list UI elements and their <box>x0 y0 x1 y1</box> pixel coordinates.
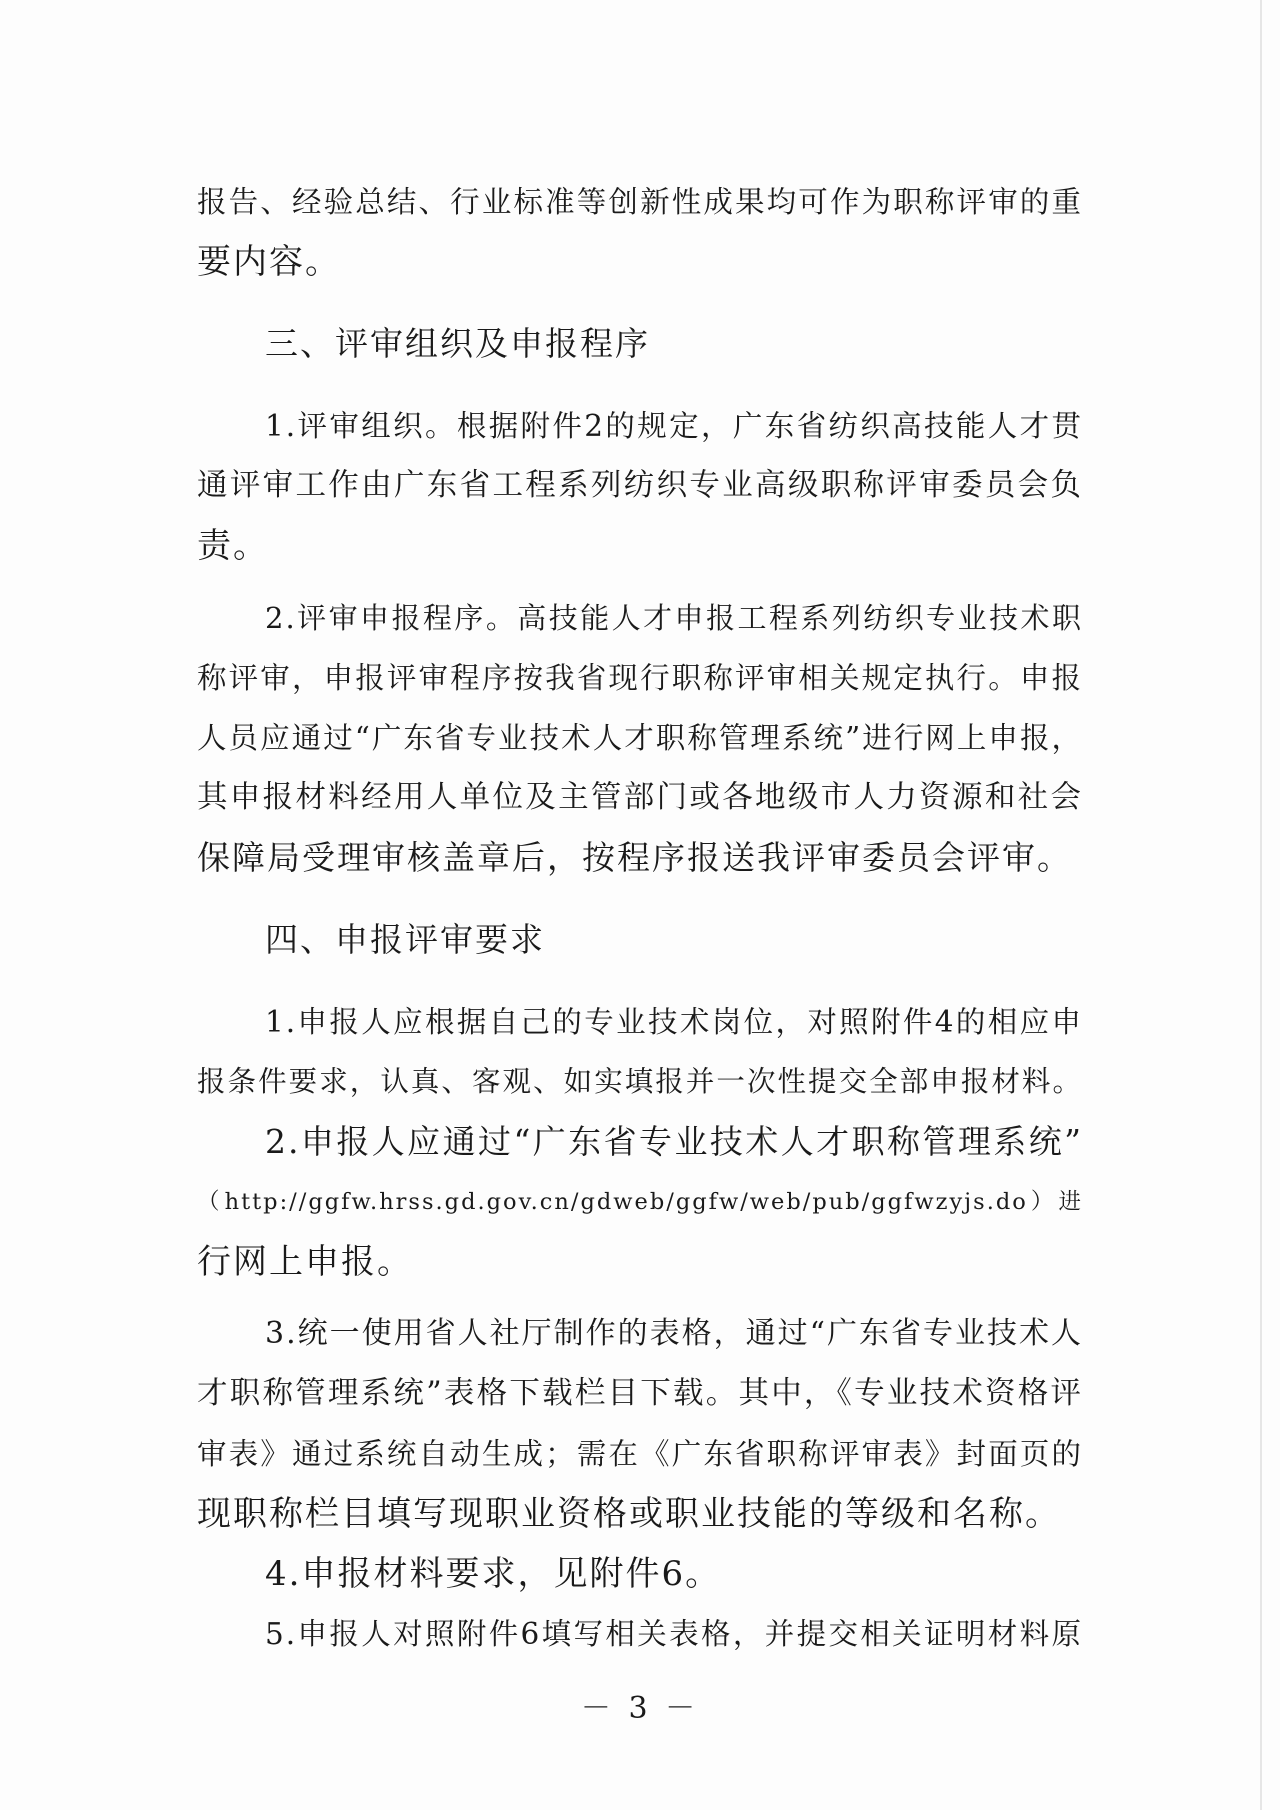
paragraph-requirement-5: 5.申报人对照附件6填写相关表格，并提交相关证明材料原 <box>265 1617 1083 1651</box>
section-heading-3: 三、评审组织及申报程序 <box>265 324 650 363</box>
text-line: 通评审工作由广东省工程系列纺织专业高级职称评审委员会负 <box>197 468 1083 503</box>
text-line: 2.评审申报程序。高技能人才申报工程系列纺织专业技术职 <box>265 601 1083 635</box>
text-line: 责。 <box>197 526 269 566</box>
page-number: － 3 － <box>580 1691 700 1726</box>
text-line: 1.申报人应根据自己的专业技术岗位，对照附件4的相应申 <box>265 1005 1083 1039</box>
paragraph-continuation <box>197 172 1083 292</box>
text-line: 其申报材料经用人单位及主管部门或各地级市人力资源和社会 <box>197 780 1083 815</box>
paragraph-requirement-4: 4.申报材料要求，见附件6。 <box>265 1554 722 1594</box>
text-line: 1.评审组织。根据附件2的规定，广东省纺织高技能人才贯 <box>265 409 1083 443</box>
text-line: 人员应通过“广东省专业技术人才职称管理系统”进行网上申报， <box>197 721 1083 755</box>
paragraph-requirement-3 <box>197 1304 1083 1544</box>
scan-edge-line <box>1260 0 1262 1810</box>
text-line: 称评审，申报评审程序按我省现行职称评审相关规定执行。申报 <box>197 661 1083 695</box>
text-line: 2.申报人应通过“广东省专业技术人才职称管理系统” <box>265 1122 1083 1161</box>
paragraph-requirement-2 <box>197 1112 1083 1292</box>
text-line: 报告、经验总结、行业标准等创新性成果均可作为职称评审的重 <box>197 185 1083 219</box>
paragraph-review-organization <box>197 396 1083 576</box>
section-heading-4: 四、申报评审要求 <box>265 920 545 959</box>
paragraph-requirement-1 <box>197 992 1083 1112</box>
text-line: 行网上申报。 <box>197 1242 413 1282</box>
text-line: 审表》通过系统自动生成；需在《广东省职称评审表》封面页的 <box>197 1437 1083 1471</box>
text-line: 保障局受理审核盖章后，按程序报送我评审委员会评审。 <box>197 838 1072 877</box>
text-line: 报条件要求，认真、客观、如实填报并一次性提交全部申报材料。 <box>197 1065 1083 1098</box>
url-line: （http://ggfw.hrss.gd.gov.cn/gdweb/ggfw/web/pub/ggfwzyjs.do）进 <box>197 1189 1083 1215</box>
text-line: 现职称栏目填写现职业资格或职业技能的等级和名称。 <box>197 1494 1061 1534</box>
paragraph-application-procedure <box>197 588 1083 888</box>
text-line: 才职称管理系统”表格下载栏目下载。其中，《专业技术资格评 <box>197 1376 1083 1411</box>
document-body <box>197 172 1083 1664</box>
text-line: 3.统一使用省人社厅制作的表格，通过“广东省专业技术人 <box>265 1316 1083 1351</box>
text-line: 要内容。 <box>197 242 341 282</box>
